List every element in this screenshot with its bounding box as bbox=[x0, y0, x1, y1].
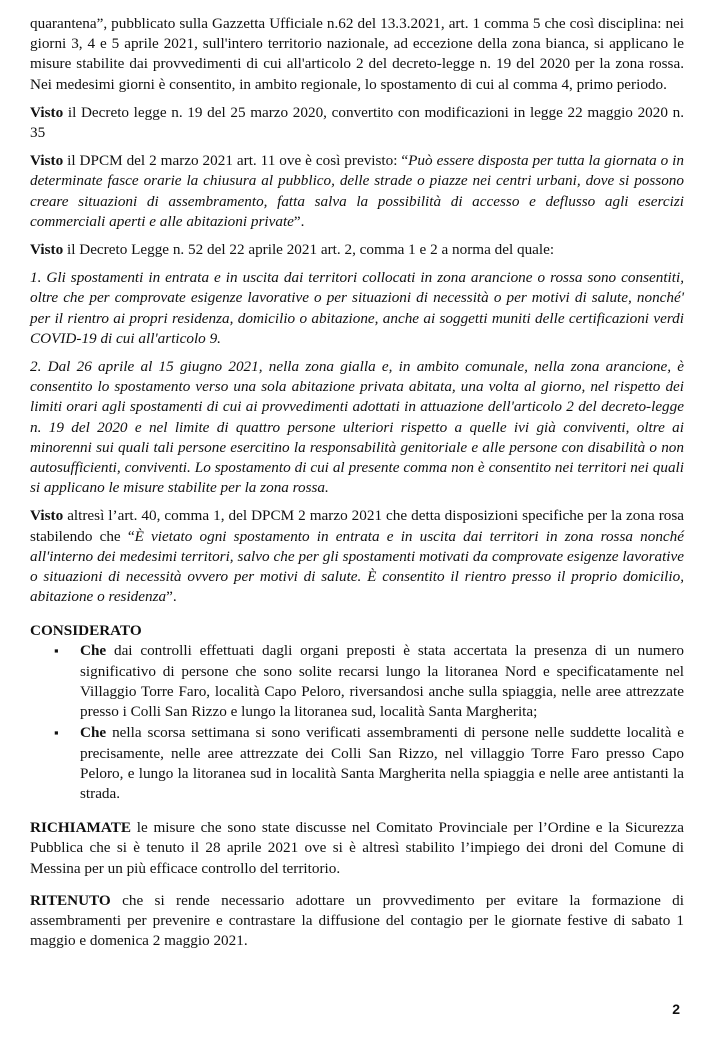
paragraph-visto-dpcm-art11 bbox=[30, 151, 684, 232]
quote-close: ”. bbox=[293, 212, 305, 230]
page-number: 2 bbox=[672, 1001, 680, 1017]
lead-che: Che bbox=[80, 642, 107, 660]
article-item-2 bbox=[30, 357, 684, 498]
lead-visto: Visto bbox=[30, 152, 64, 170]
paragraph-text: le misure che sono state discusse nel Comitato Provinciale per l’Ordine e la Sicurezza Pubblica che si è tenuto il 28 aprile 2021 ove si è altresì stabilito l’impiego dei droni del Comune di Messina per un più efficace controllo del territorio. bbox=[30, 819, 684, 877]
list-item bbox=[80, 641, 684, 722]
paragraph-visto-decreto-52 bbox=[30, 240, 684, 260]
lead-visto: Visto bbox=[30, 241, 64, 259]
quote-close: ”. bbox=[166, 588, 177, 606]
item-text: 2. Dal 26 aprile al 15 giugno 2021, nella zona gialla e, in ambito comunale, nella zona arancione, è consentito lo spostamento verso una sola abitazione privata abitata, una volta al giorno, nel rispetto dei limiti orari agli spostamenti di cui ai provvedimenti adottati in attuazione dell'articolo 2 del decreto-legge n. 19 del 2020 e nel limite di quattro persone ulteriori rispetto a quelle ivi già conviventi, oltre ai minorenni sui quali tali persone esercitino la responsabilità genitoriale e alle persone con disabilità o non autosufficienti, conviventi. Lo spostamento di cui al presente comma non è consentito nei territori nei quali si applicano le misure stabilite per la zona rossa. bbox=[30, 358, 684, 497]
paragraph-quarantena bbox=[30, 14, 684, 95]
paragraph-text: il DPCM del 2 marzo 2021 art. 11 ove è così previsto: “ bbox=[63, 152, 409, 170]
lead-richiamate: RICHIAMATE bbox=[30, 819, 131, 837]
paragraph-text: che si rende necessario adottare un provvedimento per evitare la formazione di assembramenti per prevenire e contrastare la diffusione del contagio per le giornate festive di sabato 1 maggio e domenica 2 maggio 2021. bbox=[30, 891, 684, 950]
paragraph-text: il Decreto Legge n. 52 del 22 aprile 2021 art. 2, comma 1 e 2 a norma del quale: bbox=[63, 241, 555, 259]
article-item-1 bbox=[30, 268, 684, 349]
item-text: 1. Gli spostamenti in entrata e in uscita dai territori collocati in zona arancione o rossa sono consentiti, oltre che per comprovate esigenze lavorative o per situazioni di necessità o per motivi di salute, nonché' per il rientro ai propri residenza, domicilio o abitazione, anche ai soggetti muniti delle certificazioni verdi COVID-19 di cui all'articolo 9. bbox=[30, 269, 684, 347]
quoted-text: È vietato ogni spostamento in entrata e in uscita dai territori in zona rossa nonché all'interno dei medesimi territori, salvo che per gli spostamenti motivati da comprovate esigenze lavorative o situazioni di necessità ovvero per motivi di salute. È consentito il rientro presso il proprio domicilio, abitazione o residenza bbox=[30, 527, 684, 606]
list-item-text: nella scorsa settimana si sono verificati assembramenti di persone nelle suddette località e precisamente, nelle aree attrezzate dei Colli San Rizzo, nel villaggio Torre Faro presso Capo Peloro, e lungo la litoranea sud in località Santa Margherita nella spiaggia e nelle aree antistanti la strada. bbox=[80, 724, 684, 802]
list-item-text: dai controlli effettuati dagli organi preposti è stata accertata la presenza di un numero significativo di persone che sono solite recarsi lungo la litoranea Nord e specificatamente nel Villaggio Torre Faro, località Capo Peloro, riversandosi anche sulla spiaggia, nelle aree attrezzate presso i Colli San Rizzo e lungo la litoranea sud, località Santa Margherita; bbox=[80, 642, 684, 721]
paragraph-richiamate bbox=[30, 818, 684, 879]
lead-visto: Visto bbox=[30, 507, 64, 525]
considerato-list bbox=[30, 641, 684, 804]
list-item bbox=[80, 723, 684, 804]
paragraph-text: altresì l’art. 40, comma 1, del DPCM 2 marzo 2021 che detta disposizioni specifiche per la zona rosa stabilendo che “ bbox=[30, 507, 684, 545]
considerato-heading: CONSIDERATO bbox=[30, 622, 142, 640]
quoted-text: Può essere disposta per tutta la giornata o in determinate fasce orarie la chiusura al pubblico, delle strade o piazze nei centri urbani, dove si possono creare situazioni di assembramento, fatta salva la possibilità di accesso e deflusso agli esercizi commerciali aperti e alle abitazioni private bbox=[30, 152, 684, 230]
lead-visto: Visto bbox=[30, 103, 64, 121]
lead-ritenuto: RITENUTO bbox=[30, 891, 111, 909]
paragraph-visto-decreto-19 bbox=[30, 103, 684, 143]
lead-che: Che bbox=[80, 724, 107, 742]
paragraph-visto-art40 bbox=[30, 506, 684, 607]
paragraph-text: quarantena”, pubblicato sulla Gazzetta Ufficiale n.62 del 13.3.2021, art. 1 comma 5 che così disciplina: nei giorni 3, 4 e 5 aprile 2021, sull'intero territorio nazionale, ad eccezione della zona bianca, si applicano le misure stabilite dai provvedimenti di cui all'articolo 2 del decreto-legge n. 19 del 2020 per la zona rossa. Nei medesimi giorni è consentito, in ambito regionale, lo spostamento di cui al comma 4, primo periodo. bbox=[30, 15, 684, 93]
paragraph-text: il Decreto legge n. 19 del 25 marzo 2020, convertito con modificazioni in legge 22 maggio 2020 n. 35 bbox=[30, 103, 684, 142]
paragraph-ritenuto bbox=[30, 891, 684, 952]
